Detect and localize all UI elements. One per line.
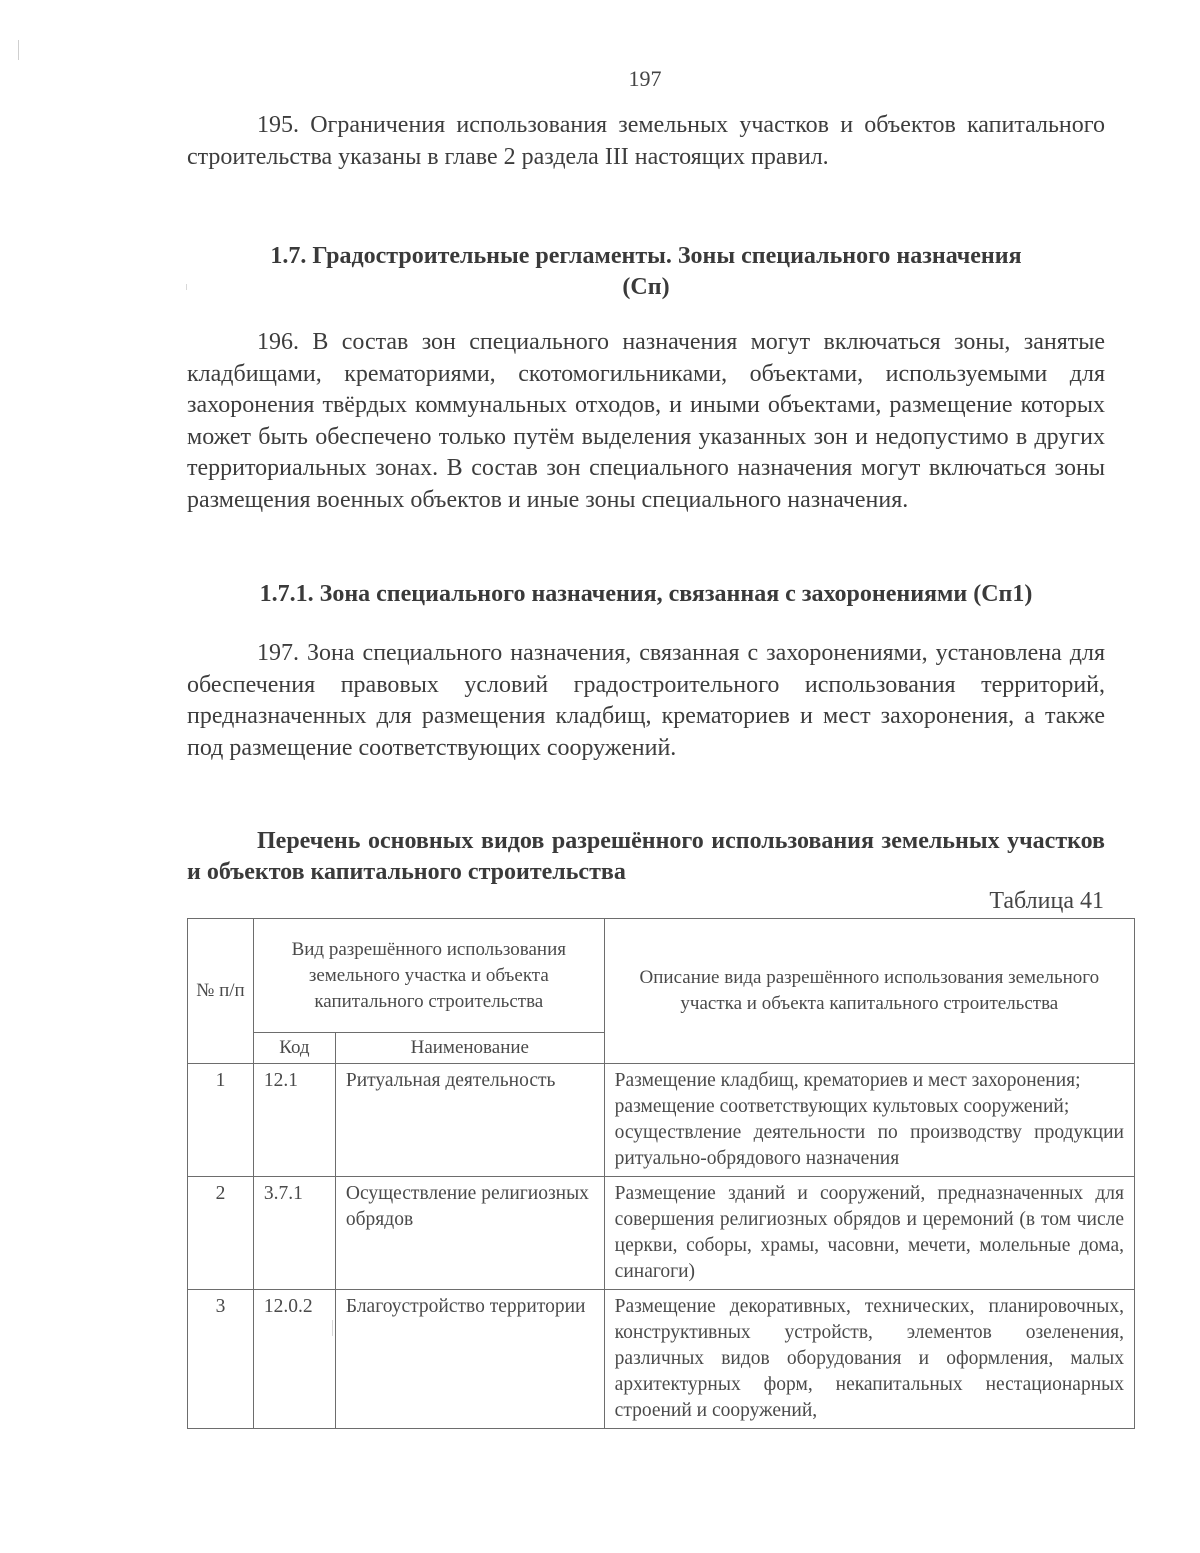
- paragraph-195: 195. Ограничения использования земельных участков и объектов капитального строительства указаны в главе 2 раздела III настоящих правил.: [187, 112, 1105, 170]
- row-name: Осуществление религиозных обрядов: [335, 1177, 604, 1290]
- row-num: 1: [188, 1064, 254, 1177]
- description-line: осуществление деятельности по производству продукции ритуально-обрядового назначения: [614, 1122, 1124, 1169]
- scan-speck: [332, 1320, 333, 1336]
- row-code: 12.0.2: [253, 1290, 335, 1429]
- description-line: Размещение декоративных, технических, планировочных, конструктивных устройств, элементов озеленения, различных видов оборудования и оформления, малых архитектурных форм, некапитальных нестационарных строений и сооружений,: [614, 1296, 1124, 1421]
- section-heading-1-7: [187, 241, 1105, 303]
- page-number: 197: [628, 66, 662, 91]
- row-num: 2: [188, 1177, 254, 1290]
- header-kind: Вид разрешённого использования земельного участка и объекта капитального строительства: [253, 919, 604, 1033]
- subsection-heading-1-7-1: 1.7.1. Зона специального назначения, связанная с захоронениями (Сп1): [259, 581, 1033, 607]
- description-line: размещение соответствующих культовых сооружений;: [614, 1096, 1070, 1117]
- row-code: 12.1: [253, 1064, 335, 1177]
- table-label: Таблица 41: [989, 888, 1104, 914]
- description-line: Размещение кладбищ, крематориев и мест захоронения;: [614, 1070, 1081, 1091]
- row-description: [604, 1064, 1134, 1177]
- table-row: [188, 1290, 1135, 1429]
- table-row: [188, 1177, 1135, 1290]
- permitted-use-table: [187, 918, 1135, 1429]
- row-description: [604, 1177, 1134, 1290]
- table-header-row: [188, 919, 1135, 1033]
- header-description: Описание вида разрешённого использования земельного участка и объекта капитального строительства: [604, 919, 1134, 1064]
- scan-edge-mark: [18, 40, 19, 60]
- description-line: Размещение зданий и сооружений, предназначенных для совершения религиозных обрядов и церемоний (в том числе церкви, соборы, храмы, часовни, мечети, молельные дома, синагоги): [614, 1183, 1124, 1282]
- scan-speck: [186, 284, 187, 290]
- header-name: Наименование: [335, 1033, 604, 1064]
- row-name: Благоустройство территории: [335, 1290, 604, 1429]
- table-title: Перечень основных видов разрешённого использования земельных участков и объектов капитального строительства: [187, 828, 1105, 885]
- table-row: [188, 1064, 1135, 1177]
- section-heading-line-1: 1.7. Градостроительные регламенты. Зоны специального назначения: [270, 243, 1022, 269]
- paragraph-197: 197. Зона специального назначения, связанная с захоронениями, установлена для обеспечения правовых условий градостроительного использования территорий, предназначенных для размещения кладбищ, крематориев и мест захоронения, а также под размещение соответствующих сооружений.: [187, 640, 1105, 761]
- row-code: 3.7.1: [253, 1177, 335, 1290]
- row-name: Ритуальная деятельность: [335, 1064, 604, 1177]
- section-heading-line-2: (Сп): [622, 274, 670, 300]
- header-code: Код: [253, 1033, 335, 1064]
- header-num: № п/п: [188, 919, 254, 1064]
- paragraph-196: 196. В состав зон специального назначения могут включаться зоны, занятые кладбищами, крематориями, скотомогильниками, объектами, используемыми для захоронения твёрдых коммунальных отходов, и иными объектами, размещение которых может быть обеспечено только путём выделения указанных зон и недопустимо в других территориальных зонах. В состав зон специального назначения могут включаться зоны размещения военных объектов и иные зоны специального назначения.: [187, 329, 1105, 513]
- row-description: [604, 1290, 1134, 1429]
- row-num: 3: [188, 1290, 254, 1429]
